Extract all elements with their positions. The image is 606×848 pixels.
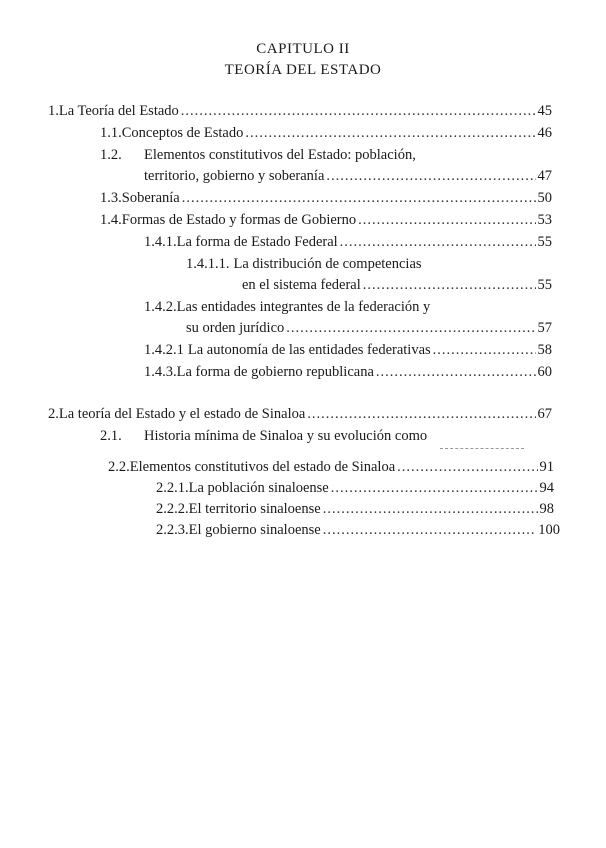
toc-title: La distribución de competencias xyxy=(233,256,422,272)
toc-page: 55 xyxy=(537,277,552,293)
toc-number: 1.3. xyxy=(100,190,122,206)
toc-number: 1.4.1.1. xyxy=(186,256,230,272)
toc-page: 100 xyxy=(538,522,560,538)
toc-number: 1.1. xyxy=(100,125,122,141)
toc-title: La teoría del Estado y el estado de Sinaloa xyxy=(58,406,306,422)
toc-entry-1 xyxy=(48,102,552,120)
toc-leader xyxy=(363,276,536,294)
toc-title: La forma de Estado Federal xyxy=(176,234,338,250)
toc-entry-1-3 xyxy=(100,189,552,207)
toc-number: 2.2.2. xyxy=(156,501,189,517)
toc-leader xyxy=(245,124,535,142)
toc-page: 46 xyxy=(537,125,552,141)
toc-page: 91 xyxy=(539,459,554,475)
toc-number: 2.1. xyxy=(100,428,122,444)
toc-leader xyxy=(397,458,537,476)
toc-number: 1.4.2.1 xyxy=(144,342,184,358)
toc-page: 58 xyxy=(537,342,552,358)
toc-leader xyxy=(331,479,538,497)
toc-leader xyxy=(376,363,536,381)
toc-number: 1.2. xyxy=(100,147,122,163)
toc-number: 1.4.1. xyxy=(144,234,177,250)
toc-title: en el sistema federal xyxy=(242,277,361,293)
toc-number: 1.4. xyxy=(100,212,122,228)
toc-entry-1-4-3 xyxy=(144,363,552,381)
toc-leader xyxy=(182,189,536,207)
toc-title: El territorio sinaloense xyxy=(188,501,321,517)
chapter-label: CAPITULO II xyxy=(256,41,350,57)
toc-page: 67 xyxy=(537,406,552,422)
toc-leader xyxy=(286,319,535,337)
toc-page: 98 xyxy=(539,501,554,517)
toc-title: Historia mínima de Sinaloa y su evolución como xyxy=(144,428,428,444)
toc-title: La Teoría del Estado xyxy=(58,103,179,119)
toc-number: 2.2.1. xyxy=(156,480,189,496)
toc-leader xyxy=(181,102,536,120)
toc-entry-1-4-2-line2 xyxy=(186,319,552,337)
toc-entry-1-4-1-1-line2 xyxy=(242,276,552,294)
toc-page: 50 xyxy=(537,190,552,206)
toc-entry-2-1 xyxy=(100,427,427,445)
toc-entry-1-2-line2 xyxy=(144,167,552,185)
toc-entry-1-1 xyxy=(100,124,552,142)
toc-title: Soberanía xyxy=(121,190,180,206)
toc-number: 2.2.3. xyxy=(156,522,189,538)
toc-leader xyxy=(326,167,535,185)
toc-title: Elementos constitutivos del estado de Sinaloa xyxy=(129,459,396,475)
toc-title: su orden jurídico xyxy=(186,320,285,336)
toc-number: 2.2. xyxy=(108,459,130,475)
toc-entry-1-4-2-line1 xyxy=(144,298,430,316)
toc-entry-2 xyxy=(48,405,552,423)
toc-page: 47 xyxy=(537,168,552,184)
toc-leader xyxy=(340,233,536,251)
toc-leader xyxy=(307,405,535,423)
chapter-title: TEORÍA DEL ESTADO xyxy=(224,62,382,78)
toc-leader xyxy=(323,500,538,518)
toc-entry-2-2-2 xyxy=(156,500,554,518)
toc-title: La población sinaloense xyxy=(188,480,329,496)
toc-page: 53 xyxy=(537,212,552,228)
toc-entry-2-2-3 xyxy=(156,521,560,539)
toc-title: La forma de gobierno republicana xyxy=(176,364,374,380)
toc-page: 94 xyxy=(539,480,554,496)
toc-number: 1.4.3. xyxy=(144,364,177,380)
toc-entry-1-4 xyxy=(100,211,552,229)
toc-leader xyxy=(323,521,537,539)
toc-page: 55 xyxy=(537,234,552,250)
toc-leader xyxy=(433,341,536,359)
toc-entry-2-2 xyxy=(108,458,554,476)
toc-title: Elementos constitutivos del Estado: población, xyxy=(144,147,416,163)
toc-number: 1. xyxy=(48,103,59,119)
toc-page: 60 xyxy=(537,364,552,380)
toc-title: Formas de Estado y formas de Gobierno xyxy=(121,212,357,228)
toc-title: La autonomía de las entidades federativas xyxy=(187,342,431,358)
toc-leader xyxy=(358,211,535,229)
toc-entry-1-4-1 xyxy=(144,233,552,251)
toc-page: 45 xyxy=(537,103,552,119)
toc-title: territorio, gobierno y soberanía xyxy=(144,168,325,184)
toc-number: 1.4.2. xyxy=(144,299,177,315)
toc-title: El gobierno sinaloense xyxy=(188,522,321,538)
toc-page: 57 xyxy=(537,320,552,336)
toc-entry-1-4-2-1 xyxy=(144,341,552,359)
toc-number: 2. xyxy=(48,406,59,422)
toc-entry-1-2-line1 xyxy=(100,146,416,164)
toc-title: Conceptos de Estado xyxy=(121,125,244,141)
faded-continuation-line xyxy=(440,447,524,449)
toc-entry-1-4-1-1-line1 xyxy=(186,255,422,273)
toc-title: Las entidades integrantes de la federación y xyxy=(176,299,431,315)
toc-entry-2-2-1 xyxy=(156,479,554,497)
